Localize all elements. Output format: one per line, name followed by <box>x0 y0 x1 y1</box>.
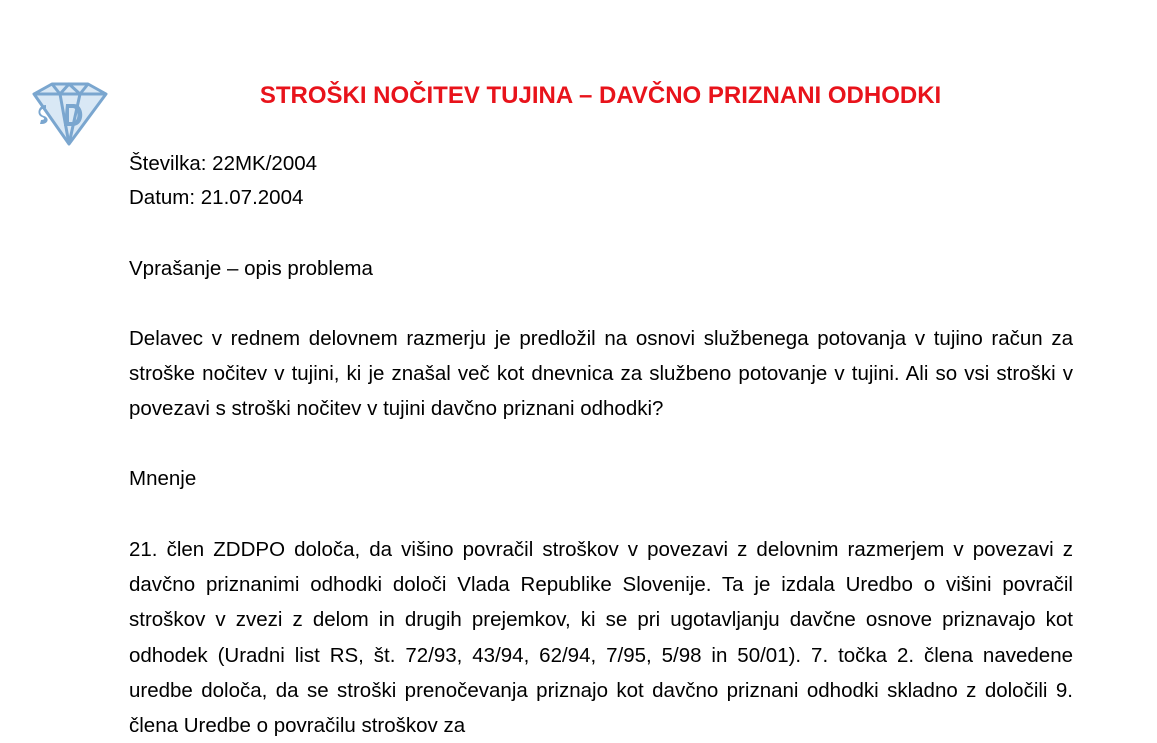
document-number: Številka: 22MK/2004 <box>129 152 318 175</box>
document-title <box>0 80 1157 112</box>
question-heading: Vprašanje – opis problema <box>129 257 373 280</box>
question-paragraph: Delavec v rednem delovnem razmerju je predložil na osnovi službenega potovanja v tujino račun za stroške nočitev v tujini, ki je znašal več kot dnevnica za službeno potovanje v tujini. Ali so vsi stroški v povezavi s stroški nočitev v tujini davčno priznani odhodki? <box>129 327 1073 421</box>
opinion-paragraph: 21. člen ZDDPO določa, da višino povračil stroškov v povezavi z delovnim razmerjem v povezavi z davčno priznanimi odhodki določi Vlada Republike Slovenije. Ta je izdala Uredbo o višini povračil stroškov v zvezi z delom in drugih prejemkov, ki se pri ugotavljanju davčne osnove priznavajo kot odhodek (Uradni list RS, št. 72/93, 43/94, 62/94, 7/95, 5/98 in 50/01). 7. točka 2. člena navedene uredbe določa, da se stroški prenočevanja priznajo kot davčno priznani odhodki skladno z določili 9. člena Uredbe o povračilu stroškov za <box>129 538 1073 738</box>
opinion-heading: Mnenje <box>129 467 197 490</box>
title-text: STROŠKI NOČITEV TUJINA – DAVČNO PRIZNANI ODHODKI <box>259 82 942 109</box>
document-date: Datum: 21.07.2004 <box>129 186 304 209</box>
